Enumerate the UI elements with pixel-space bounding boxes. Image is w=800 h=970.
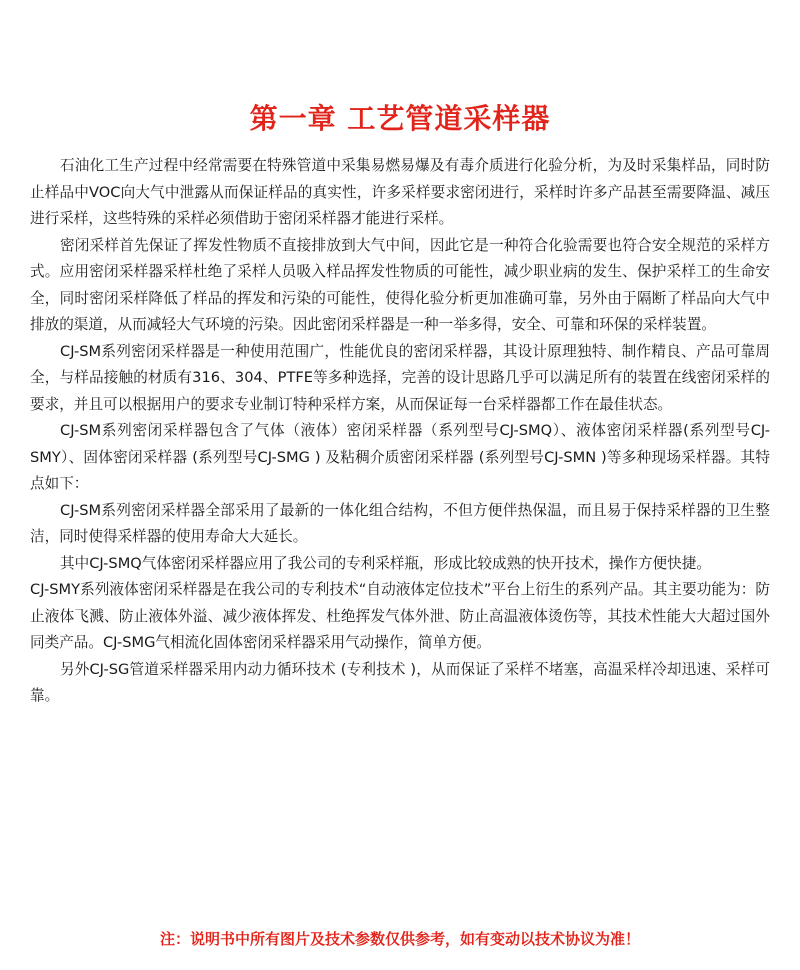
paragraph-intro: 石油化工生产过程中经常需要在特殊管道中采集易燃易爆及有毒介质进行化验分析，为及时采集样品，同时防止样品中VOC向大气中泄露从而保证样品的真实性，许多采样要求密闭进行，采样时许多产品甚至需要降温、减压进行采样，这些特殊的采样必须借助于密闭采样器才能进行采样。 (30, 157, 770, 227)
paragraph-smq: 其中CJ-SMQ气体密闭采样器应用了我公司的专利采样瓶，形成比较成熟的快开技术，操作方便快捷。 (60, 554, 711, 572)
paragraph-closed-sampling: 密闭采样首先保证了挥发性物质不直接排放到大气中间，因此它是一种符合化验需要也符合安全规范的采样方式。应用密闭采样器采样杜绝了采样人员吸入样品挥发性物质的可能性，减少职业病的发生、保护采样工的生命安全，同时密闭采样降低了样品的挥发和污染的可能性，使得化验分析更加准确可靠，另外由于隔断了样品向大气中排放的渠道，从而减轻大气环境的污染。因此密闭采样器是一种一举多得，安全、可靠和环保的采样装置。 (30, 236, 770, 333)
paragraph-series-models: CJ-SM系列密闭采样器包含了气体（液体）密闭采样器（系列型号CJ-SMQ）、液体密闭采样器(系列型号CJ-SMY）、固体密闭采样器 (系列型号CJ-SMG ) 及粘稠介质密闭采样器 (系列型号CJ-SMN )等多种现场采样器。其特点如下： (30, 422, 770, 492)
chapter-title: 第一章 工艺管道采样器 (249, 101, 551, 135)
paragraph-sg: 另外CJ-SG管道采样器采用内动力循环技术 (专利技术 )，从而保证了采样不堵塞，高温采样冷却迅速、采样可靠。 (30, 660, 770, 704)
disclaimer-note: 注：说明书中所有图片及技术参数仅供参考，如有变动以技术协议为准！ (159, 930, 640, 948)
paragraph-smy: CJ-SMY系列液体密闭采样器是在我公司的专利技术“自动液体定位技术”平台上衍生的系列产品。其主要功能为：防止液体飞溅、防止液体外溢、减少液体挥发、杜绝挥发气体外泄、防止高温液体烫伤等，其技术性能大大超过国外同类产品。CJ-SMG气相流化固体密闭采样器采用气动操作，简单方便。 (30, 581, 770, 651)
paragraph-cj-sm-series: CJ-SM系列密闭采样器是一种使用范围广，性能优良的密闭采样器，其设计原理独特、制作精良、产品可靠周全，与样品接触的材质有316、304、PTFE等多种选择，完善的设计思路几乎可以满足所有的装置在线密闭采样的要求，并且可以根据用户的要求专业制订特种采样方案，从而保证每一台采样器都工作在最佳状态。 (30, 342, 770, 413)
paragraph-integrated-structure: CJ-SM系列密闭采样器全部采用了最新的一体化组合结构，不但方便伴热保温，而且易于保持采样器的卫生整洁，同时使得采样器的使用寿命大大延长。 (30, 501, 770, 545)
document-body (30, 153, 770, 710)
